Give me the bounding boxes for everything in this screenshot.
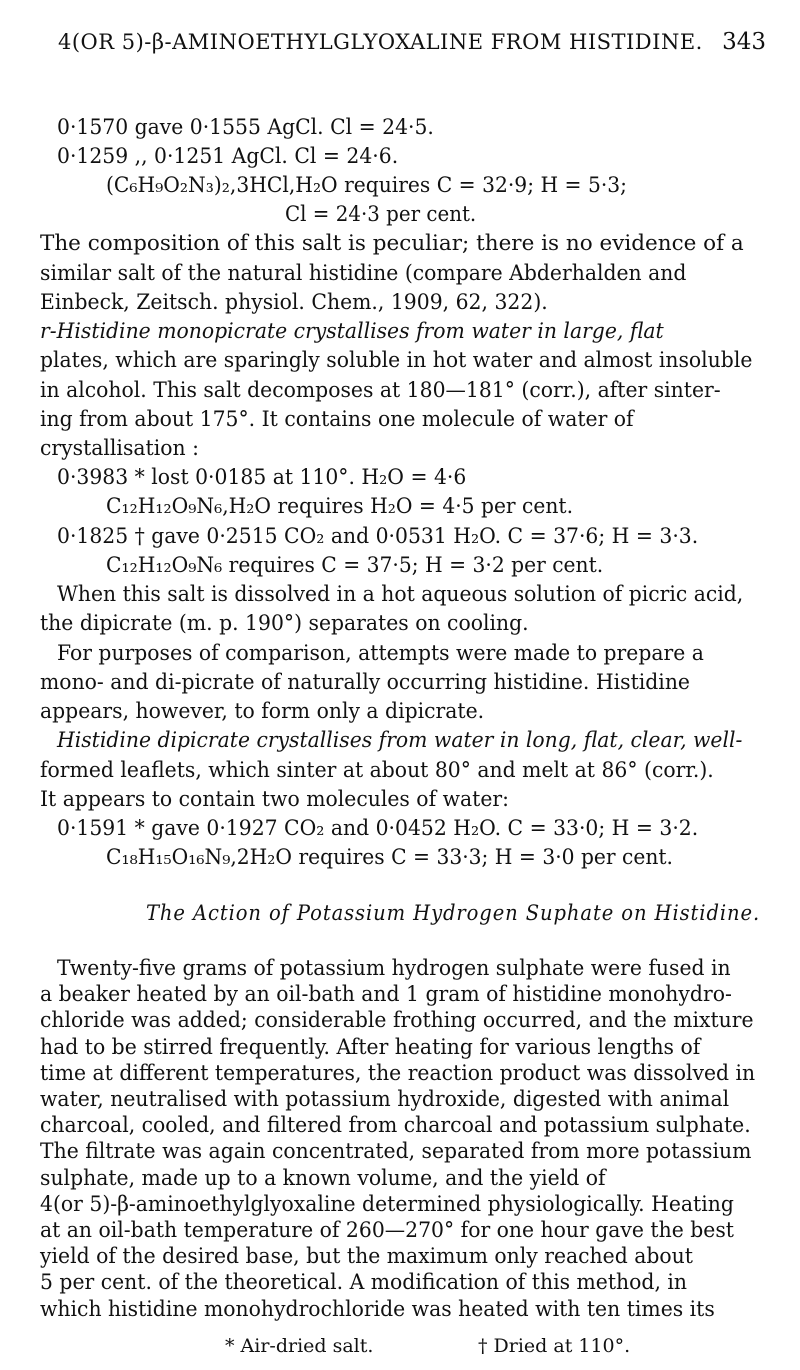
text-line: charcoal, cooled, and filtered from charcoal and potassium sulphate. [40, 1113, 751, 1139]
text-line: Einbeck, Zeitsch. physiol. Chem., 1909, 62, 322). [40, 290, 548, 315]
text-line: yield of the desired base, but the maximum only reached about [40, 1244, 693, 1270]
text-line: 0·1570 gave 0·1555 AgCl. Cl = 24·5. [57, 115, 434, 140]
text-line: which histidine monohydrochloride was heated with ten times its [40, 1296, 715, 1322]
text-line: in alcohol. This salt decomposes at 180—181° (corr.), after sinter- [40, 378, 721, 403]
text-line: water, neutralised with potassium hydroxide, digested with animal [40, 1087, 730, 1112]
text-line: C₁₂H₁₂O₉N₆ requires C = 37·5; H = 3·2 per cent. [106, 553, 604, 578]
text-line: For purposes of comparison, attempts were made to prepare a [57, 641, 704, 666]
text-line: r-Histidine monopicrate crystallises from water in large, flat [40, 319, 664, 344]
text-line: had to be stirred frequently. After heating for various lengths of [40, 1034, 701, 1060]
text-line: Twenty-five grams of potassium hydrogen sulphate were fused in [57, 956, 731, 981]
text-line: 4(or 5)-β-aminoethylglyoxaline determined physiologically. Heating [40, 1191, 734, 1217]
text-line: It appears to contain two molecules of water: [40, 787, 509, 812]
text-line: 5 per cent. of the theoretical. A modification of this method, in [40, 1270, 688, 1296]
text-line: The filtrate was again concentrated, separated from more potassium [40, 1139, 752, 1165]
text-line: 0·1591 * gave 0·1927 CO₂ and 0·0452 H₂O. C = 33·0; H = 3·2. [57, 816, 699, 841]
text-line: C₁₈H₁₅O₁₆N₉,2H₂O requires C = 33·3; H = 3·0 per cent. [106, 845, 673, 870]
text-line: at an oil-bath temperature of 260—270° for one hour gave the best [40, 1218, 734, 1243]
section-heading: The Action of Potassium Hydrogen Suphate on Histidine. [146, 901, 761, 926]
text-line: C₁₂H₁₂O₉N₆,H₂O requires H₂O = 4·5 per cent. [106, 494, 574, 519]
text-line: Histidine dipicrate crystallises from water in long, flat, clear, well- [57, 728, 743, 753]
text-line: (C₆H₉O₂N₃)₂,3HCl,H₂O requires C = 32·9; H = 5·3; [106, 173, 627, 198]
text-line: 0·3983 * lost 0·0185 at 110°. H₂O = 4·6 [57, 465, 467, 490]
text-line: time at different temperatures, the reaction product was dissolved in [40, 1060, 756, 1086]
footnotes [0, 1335, 800, 1363]
text-line: sulphate, made up to a known volume, and the yield of [40, 1165, 606, 1191]
text-line: The composition of this salt is peculiar; there is no evidence of a [40, 231, 744, 256]
text-line: crystallisation : [40, 436, 199, 461]
text-line: formed leaflets, which sinter at about 80° and melt at 86° (corr.). [40, 758, 714, 783]
page-number: 343 [722, 29, 766, 55]
text-line: 0·1825 † gave 0·2515 CO₂ and 0·0531 H₂O. C = 37·6; H = 3·3. [57, 524, 699, 549]
footnote: * Air-dried salt. [225, 1335, 374, 1357]
text-line: When this salt is dissolved in a hot aqueous solution of picric acid, [57, 582, 744, 607]
text-line: mono- and di-picrate of naturally occurring histidine. Histidine [40, 670, 690, 695]
running-title: 4(OR 5)-β-AMINOETHYLGLYOXALINE FROM HISTIDINE. [58, 30, 703, 54]
text-line: a beaker heated by an oil-bath and 1 gram of histidine monohydro- [40, 982, 732, 1008]
text-line: appears, however, to form only a dipicrate. [40, 699, 485, 724]
running-header [0, 20, 800, 60]
text-line: Cl = 24·3 per cent. [285, 202, 477, 227]
text-line: similar salt of the natural histidine (compare Abderhalden and [40, 261, 687, 286]
text-line: the dipicrate (m. p. 190°) separates on cooling. [40, 611, 529, 636]
text-line: plates, which are sparingly soluble in hot water and almost insoluble [40, 348, 753, 373]
footnote: † Dried at 110°. [478, 1335, 631, 1357]
text-line: 0·1259 ,, 0·1251 AgCl. Cl = 24·6. [57, 144, 399, 169]
text-line: chloride was added; considerable frothing occurred, and the mixture [40, 1008, 754, 1034]
text-line: ing from about 175°. It contains one molecule of water of [40, 407, 634, 432]
